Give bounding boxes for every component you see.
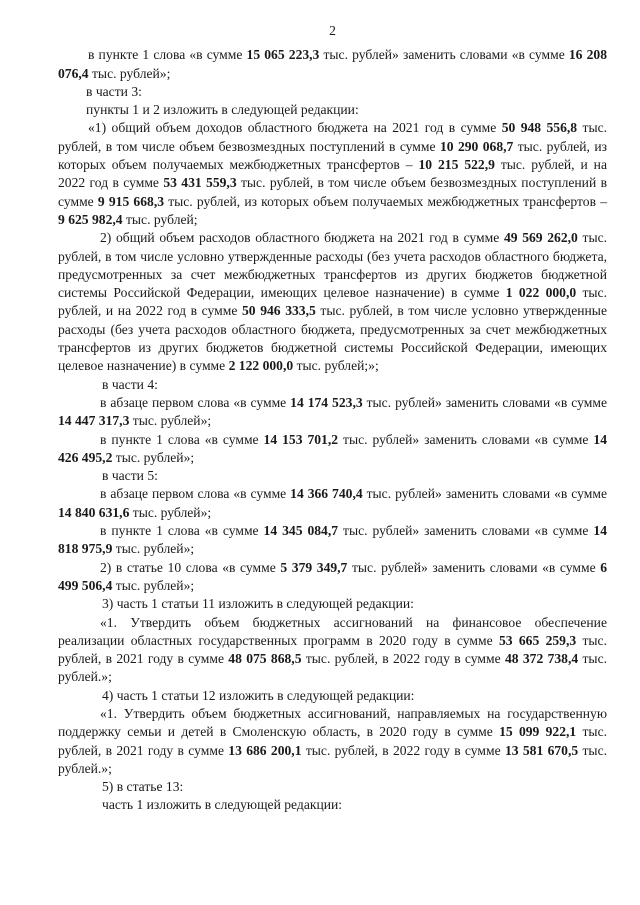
paragraph: 2) в статье 10 слова «в сумме 5 379 349,7 тыс. рублей» заменить словами «в сумме 6 499 506,4 тыс. рублей»;: [58, 559, 607, 593]
bold-amount: 15 065 223,3: [246, 47, 320, 63]
bold-amount: 13 686 200,1: [228, 742, 302, 758]
bold-amount: 53 431 559,3: [163, 175, 237, 191]
paragraph: в абзаце первом слова «в сумме 14 174 523,3 тыс. рублей» заменить словами «в сумме 14 447 317,3 тыс. рублей»;: [58, 394, 607, 429]
paragraph: 3) часть 1 статьи 11 изложить в следующей редакции:: [102, 596, 414, 612]
paragraph: 4) часть 1 статьи 12 изложить в следующей редакции:: [102, 687, 415, 703]
bold-amount: 48 372 738,4: [504, 651, 579, 667]
bold-amount: 16 208 076,4: [58, 47, 607, 81]
bold-amount: 49 569 262,0: [503, 230, 578, 246]
paragraph: «1) общий объем доходов областного бюджета на 2021 год в сумме 50 948 556,8 тыс. рублей, в том числе объем безвозмездных поступлений в сумме 10 290 068,7 тыс. рублей, из которых объем получаемых межбюджетных трансфертов – 10 215 522,9 тыс. рублей, и на 2022 год в сумме 53 431 559,3 тыс. рублей, в том числе объем безвозмездных поступлений в сумме 9 915 668,3 тыс. рублей, из которых объем получаемых межбюджетных трансфертов – 9 625 982,4 тыс. рублей;: [58, 120, 608, 227]
bold-amount: 53 665 259,3: [498, 632, 577, 648]
paragraph: «1. Утвердить объем бюджетных ассигнований на финансовое обеспечение реализации областных государственных программ в 2020 году в сумме 53 665 259,3 тыс. рублей, в 2021 году в сумме 48 075 868,5 тыс. рублей, в 2022 году в сумме 48 372 738,4 тыс. рублей.»;: [58, 614, 607, 685]
bold-amount: 6 499 506,4: [58, 559, 607, 593]
paragraph: в пункте 1 слова «в сумме 15 065 223,3 тыс. рублей» заменить словами «в сумме 16 208 076,4 тыс. рублей»;: [58, 47, 607, 81]
paragraph: 5) в статье 13:: [102, 779, 184, 795]
bold-amount: 15 099 922,1: [499, 724, 577, 740]
bold-amount: 9 915 668,3: [97, 193, 165, 209]
bold-amount: 14 366 740,4: [290, 486, 363, 502]
page-number: 2: [329, 23, 336, 38]
paragraph: 2) общий объем расходов областного бюджета на 2021 год в сумме 49 569 262,0 тыс. рублей, в том числе условно утвержденные расходы (без учета расходов областного бюджета, предусмотренных за счет межбюджетных трансфертов из других бюджетов бюджетной системы Российской Федерации, имеющих целевое назначение) в сумме 1 022 000,0 тыс. рублей, и на 2022 год в сумме 50 946 333,5 тыс. рублей, в том числе условно утвержденные расходы (без учета расходов областного бюджета, предусмотренных за счет межбюджетных трансфертов из других бюджетов бюджетной системы Российской Федерации, имеющих целевое назначение) в сумме 2 122 000,0 тыс. рублей;»;: [58, 230, 608, 374]
paragraph: в части 5:: [102, 468, 158, 484]
bold-amount: 10 215 522,9: [418, 157, 495, 173]
paragraph: в части 3:: [86, 83, 142, 99]
bold-amount: 50 946 333,5: [242, 303, 316, 319]
paragraph: в пункте 1 слова «в сумме 14 345 084,7 тыс. рублей» заменить словами «в сумме 14 818 975,9 тыс. рублей»;: [58, 523, 607, 557]
paragraph: часть 1 изложить в следующей редакции:: [102, 797, 343, 813]
bold-amount: 14 447 317,3: [58, 413, 130, 429]
bold-amount: 5 379 349,7: [280, 559, 348, 575]
bold-amount: 1 022 000,0: [505, 285, 577, 301]
paragraph: «1. Утвердить объем бюджетных ассигнований, направляемых на государственную поддержку семьи и детей в Смоленскую область, в 2020 году в сумме 15 099 922,1 тыс. рублей, в 2021 году в сумме 13 686 200,1 тыс. рублей, в 2022 году в сумме 13 581 670,5 тыс. рублей.»;: [58, 705, 608, 776]
bold-amount: 9 625 982,4: [58, 211, 123, 227]
bold-amount: 14 818 975,9: [58, 523, 607, 557]
paragraph: в части 4:: [102, 376, 158, 392]
paragraph: пункты 1 и 2 изложить в следующей редакции:: [86, 102, 359, 118]
bold-amount: 14 840 631,6: [58, 504, 130, 520]
bold-amount: 14 345 084,7: [263, 523, 339, 539]
bold-amount: 14 153 701,2: [263, 431, 339, 447]
bold-amount: 14 426 495,2: [58, 431, 607, 465]
bold-amount: 48 075 868,5: [228, 651, 302, 667]
bold-amount: 50 948 556,8: [501, 120, 578, 136]
bold-amount: 14 174 523,3: [290, 394, 363, 410]
paragraph: в пункте 1 слова «в сумме 14 153 701,2 тыс. рублей» заменить словами «в сумме 14 426 495,2 тыс. рублей»;: [58, 431, 607, 465]
bold-amount: 13 581 670,5: [504, 742, 579, 758]
paragraph: в абзаце первом слова «в сумме 14 366 740,4 тыс. рублей» заменить словами «в сумме 14 840 631,6 тыс. рублей»;: [58, 486, 607, 520]
bold-amount: 2 122 000,0: [228, 358, 294, 374]
bold-amount: 10 290 068,7: [439, 138, 514, 154]
